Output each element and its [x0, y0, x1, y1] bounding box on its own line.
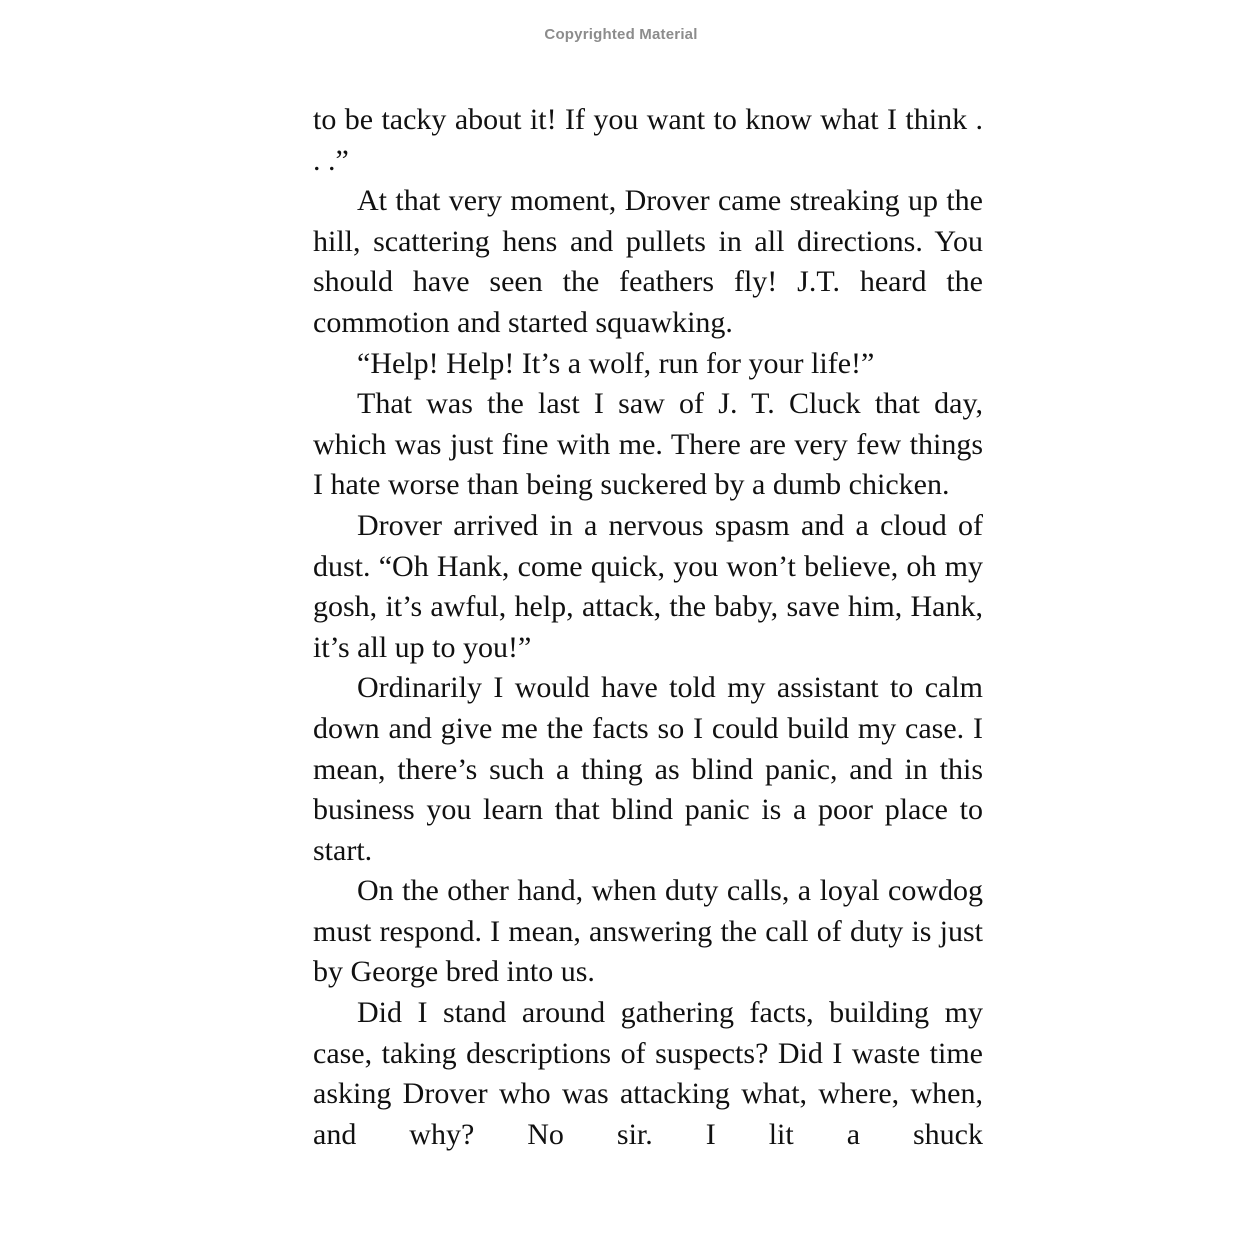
paragraph-continuation: to be tacky about it! If you want to know what I think . . .” [313, 103, 983, 177]
paragraph: Ordinarily I would have told my assistant to calm down and give me the facts so I could build my case. I mean, there’s such a thing as blind panic, and in this business you learn that blind panic is a poor place to start. [313, 671, 983, 867]
paragraph-continues-next-page: Did I stand around gathering facts, building my case, taking descriptions of suspects? Did I waste time asking Drover who was attacking what, where, when, and why? No sir. I lit a shuck [313, 996, 983, 1151]
paragraph: That was the last I saw of J. T. Cluck that day, which was just fine with me. There are very few things I hate worse than being suckered by a dumb chicken. [313, 387, 983, 502]
paragraph: At that very moment, Drover came streaking up the hill, scattering hens and pullets in all directions. You should have seen the feathers fly! J.T. heard the commotion and started squawking. [313, 184, 983, 339]
copyright-watermark: Copyrighted Material [544, 26, 698, 43]
paragraph: Drover arrived in a nervous spasm and a cloud of dust. “Oh Hank, come quick, you won’t believe, oh my gosh, it’s awful, help, attack, the baby, save him, Hank, it’s all up to you!” [313, 508, 983, 664]
book-page-body [313, 100, 983, 1155]
paragraph: On the other hand, when duty calls, a loyal cowdog must respond. I mean, answering the call of duty is just by George bred into us. [313, 874, 983, 989]
paragraph: “Help! Help! It’s a wolf, run for your life!” [357, 346, 875, 380]
